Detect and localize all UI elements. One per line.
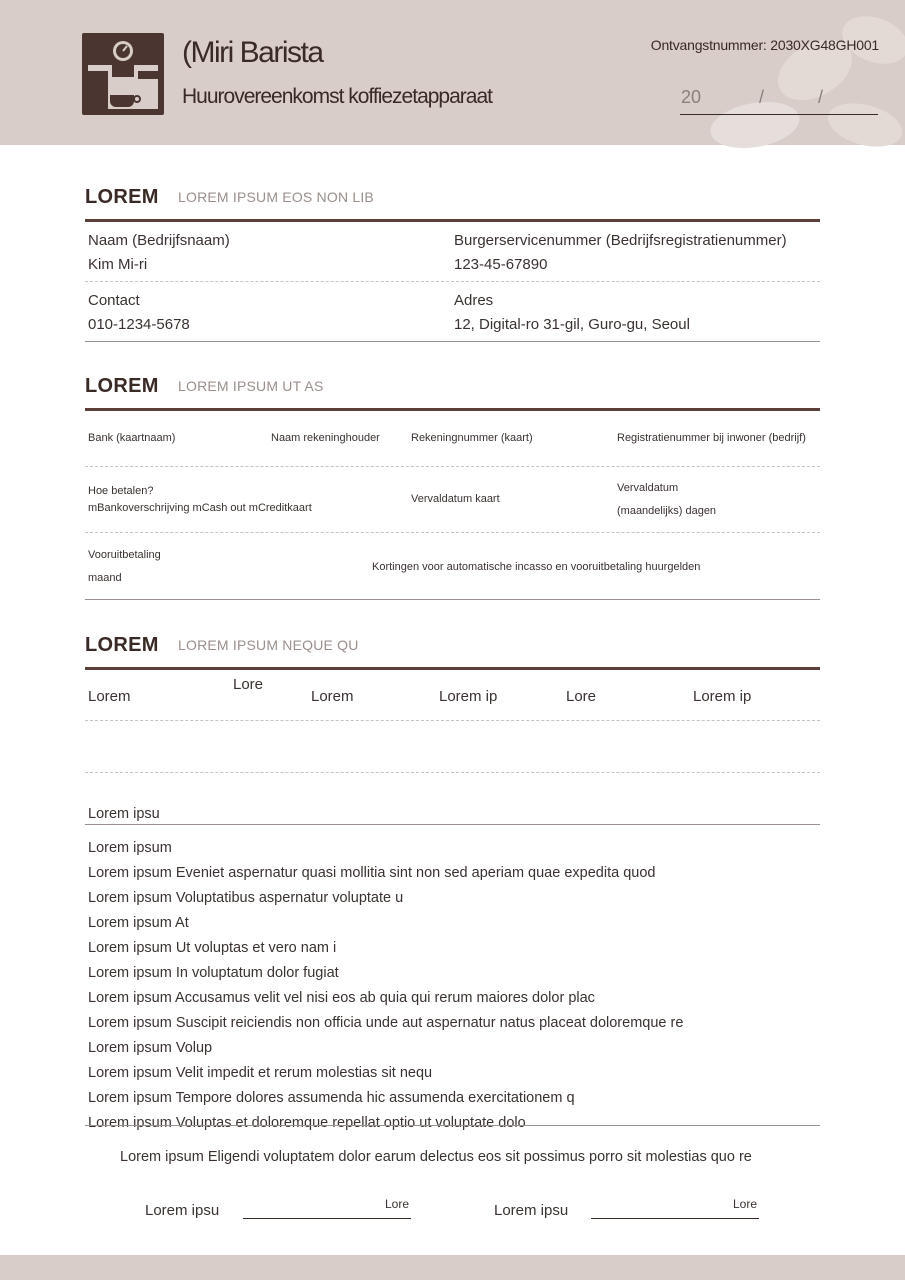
document-title: Huurovereenkomst koffiezetapparaat bbox=[182, 85, 492, 108]
prepay-value[interactable]: maand bbox=[88, 572, 122, 584]
footer-band bbox=[0, 1255, 905, 1280]
contact-label: Contact bbox=[88, 292, 140, 309]
bsn-label: Burgerservicenummer (Bedrijfsregistratienummer) bbox=[454, 232, 787, 249]
discounts-label[interactable]: Kortingen voor automatische incasso en vooruitbetaling huurgelden bbox=[372, 561, 701, 573]
list-item: Lorem ipsum In voluptatum dolor fugiat bbox=[88, 965, 339, 981]
prepay-label: Vooruitbetaling bbox=[88, 549, 161, 561]
section-subtitle: LOREM IPSUM UT AS bbox=[178, 378, 324, 394]
receipt-number: Ontvangstnummer: 2030XG48GH001 bbox=[650, 37, 879, 53]
holder-label[interactable]: Naam rekeninghouder bbox=[271, 432, 380, 444]
contact-value[interactable]: 010-1234-5678 bbox=[88, 316, 190, 333]
bank-label[interactable]: Bank (kaartnaam) bbox=[88, 432, 176, 444]
terms-list[interactable] bbox=[88, 806, 828, 1131]
coffee-machine-icon bbox=[82, 33, 164, 115]
table-row-divider bbox=[85, 772, 820, 773]
list-item: Lorem ipsum bbox=[88, 840, 172, 856]
table-header-cell: Lore bbox=[233, 676, 264, 693]
section-end-rule bbox=[85, 599, 820, 600]
name-value[interactable]: Kim Mi-ri bbox=[88, 256, 148, 273]
account-label[interactable]: Rekeningnummer (kaart) bbox=[411, 432, 533, 444]
signature-line-left[interactable] bbox=[243, 1218, 411, 1219]
row-divider bbox=[85, 281, 820, 282]
section-title: LOREM bbox=[85, 634, 159, 656]
signature-line-right[interactable] bbox=[591, 1218, 759, 1219]
section-title: LOREM bbox=[85, 375, 159, 397]
card-expiry-label[interactable]: Vervaldatum kaart bbox=[411, 493, 500, 505]
brand-name: (Miri Barista bbox=[182, 36, 323, 69]
date-underline bbox=[680, 114, 878, 115]
list-item: Lorem ipsum Voluptatibus aspernatur voluptate u bbox=[88, 890, 404, 906]
bsn-value[interactable]: 123-45-67890 bbox=[454, 256, 548, 273]
address-value[interactable]: 12, Digital-ro 31-gil, Guro-gu, Seoul bbox=[454, 316, 690, 333]
signature-mark-left: Lore bbox=[385, 1197, 410, 1211]
table-header-cell: Lorem bbox=[311, 688, 354, 705]
section-end-rule bbox=[85, 341, 820, 342]
terms-end-rule bbox=[85, 1125, 820, 1126]
date-year-field[interactable]: 20 bbox=[681, 87, 702, 107]
list-item: Lorem ipsu bbox=[88, 806, 160, 822]
list-item: Lorem ipsum Suscipit reiciendis non officia unde aut aspernatur natus placeat doloremque re bbox=[88, 1015, 684, 1031]
payment-options[interactable]: mBankoverschrijving mCash out mCreditkaart bbox=[88, 502, 312, 514]
table-header-cell: Lorem ip bbox=[439, 688, 498, 705]
signature-label-right: Lorem ipsu bbox=[494, 1202, 569, 1219]
list-item: Lorem ipsum Tempore dolores assumenda hic assumenda exercitationem q bbox=[88, 1090, 575, 1106]
signature-mark-right: Lore bbox=[733, 1197, 758, 1211]
list-item: Lorem ipsum Accusamus velit vel nisi eos ab quia qui rerum maiores dolor plac bbox=[88, 990, 595, 1006]
coffee-beans-decoration bbox=[635, 0, 905, 145]
table-header-cell: Lorem bbox=[88, 688, 131, 705]
date-separator: / bbox=[818, 87, 824, 107]
registration-label[interactable]: Registratienummer bij inwoner (bedrijf) bbox=[617, 432, 806, 444]
section-rule bbox=[85, 667, 820, 670]
list-item: Lorem ipsum Voluptas et doloremque repellat optio ut voluptate dolo bbox=[88, 1115, 526, 1131]
header-banner bbox=[0, 0, 905, 145]
section-rule bbox=[85, 408, 820, 411]
row-divider bbox=[85, 466, 820, 467]
section-rule bbox=[85, 219, 820, 222]
row-divider bbox=[85, 532, 820, 533]
list-item: Lorem ipsum Volup bbox=[88, 1040, 213, 1056]
list-item: Lorem ipsum Eveniet aspernatur quasi mollitia sint non sed aperiam quae expedita quod bbox=[88, 865, 656, 881]
list-item: Lorem ipsum Velit impedit et rerum molestias sit nequ bbox=[88, 1065, 433, 1081]
section-subtitle: LOREM IPSUM EOS NON LIB bbox=[178, 189, 374, 205]
due-date-label: Vervaldatum bbox=[617, 482, 679, 494]
table-header-cell: Lorem ip bbox=[693, 688, 752, 705]
section-title: LOREM bbox=[85, 186, 159, 208]
agreement-statement: Lorem ipsum Eligendi voluptatem dolor earum delectus eos sit possimus porro sit molestias quo re bbox=[120, 1149, 752, 1165]
signature-label-left: Lorem ipsu bbox=[145, 1202, 220, 1219]
date-separator: / bbox=[759, 87, 765, 107]
list-item: Lorem ipsum Ut voluptas et vero nam i bbox=[88, 940, 337, 956]
table-header-cell: Lore bbox=[566, 688, 597, 705]
payment-method-label: Hoe betalen? bbox=[88, 485, 154, 497]
address-label: Adres bbox=[454, 292, 494, 309]
name-label: Naam (Bedrijfsnaam) bbox=[88, 232, 230, 249]
section-subtitle: LOREM IPSUM NEQUE QU bbox=[178, 637, 359, 653]
table-row-divider bbox=[85, 720, 820, 721]
due-date-value[interactable]: (maandelijks) dagen bbox=[617, 505, 717, 517]
list-item: Lorem ipsum At bbox=[88, 915, 189, 931]
